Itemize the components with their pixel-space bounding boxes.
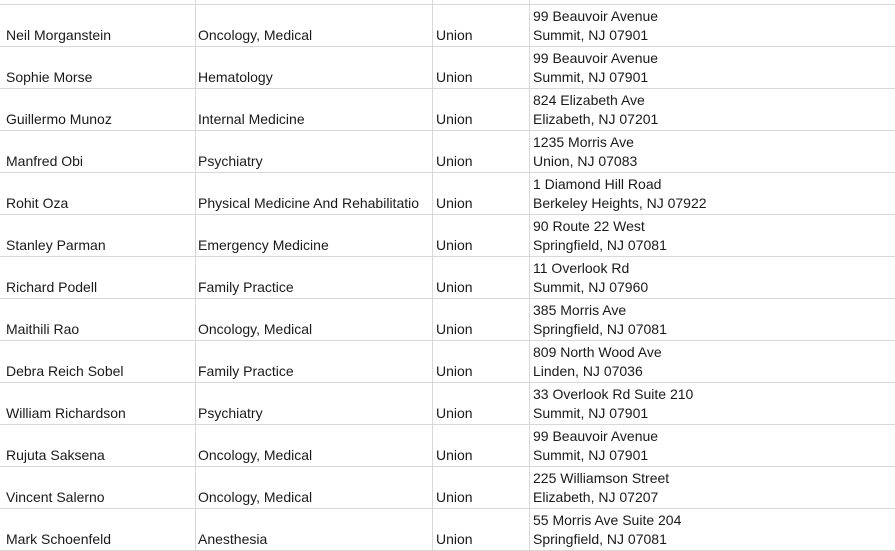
county-cell[interactable] [433,215,530,256]
address-line2: Summit, NJ 07901 [533,69,649,85]
address-line2: Springfield, NJ 07081 [533,531,667,547]
address-line1: 1235 Morris Ave [533,134,634,150]
specialty-cell[interactable] [196,173,433,214]
address-line2: Springfield, NJ 07081 [533,237,667,253]
specialty-cell[interactable] [196,383,433,424]
specialty: Oncology, Medical [198,321,313,337]
specialty: Family Practice [198,279,294,295]
name-cell[interactable] [0,215,196,256]
address-line2: Berkeley Heights, NJ 07922 [533,195,707,211]
address-cell[interactable] [530,341,895,382]
name-cell[interactable] [0,173,196,214]
name-cell[interactable] [0,341,196,382]
provider-name: William Richardson [6,405,126,421]
name-cell[interactable] [0,5,196,46]
name-cell[interactable] [0,509,196,550]
address-line1: 99 Beauvoir Avenue [533,50,659,66]
specialty: Family Practice [198,363,294,379]
address-cell[interactable] [530,467,895,508]
address-line1: 99 Beauvoir Avenue [533,8,659,24]
provider-name: Stanley Parman [6,237,106,253]
address-line1: 1 Diamond Hill Road [533,176,662,192]
county-cell[interactable] [433,173,530,214]
address-cell[interactable] [530,257,895,298]
provider-name: Manfred Obi [6,153,84,169]
table-row[interactable] [0,257,895,299]
address-line2: Summit, NJ 07901 [533,447,649,463]
county-cell[interactable] [433,257,530,298]
specialty-cell[interactable] [196,47,433,88]
name-cell[interactable] [0,0,196,4]
provider-name: Vincent Salerno [6,489,105,505]
address-cell[interactable] [530,131,895,172]
specialty: Internal Medicine [198,111,305,127]
specialty-cell[interactable] [196,0,433,4]
specialty-cell[interactable] [196,89,433,130]
table-row[interactable] [0,383,895,425]
provider-name: Mark Schoenfeld [6,531,112,547]
provider-name: Rohit Oza [6,195,69,211]
address-line1: 33 Overlook Rd Suite 210 [533,386,694,402]
provider-name: Rujuta Saksena [6,447,105,463]
county-cell[interactable] [433,383,530,424]
specialty: Anesthesia [198,531,268,547]
address-line2: Summit, NJ 07960 [533,279,649,295]
address-cell[interactable] [530,173,895,214]
address-cell[interactable] [530,5,895,46]
address-line1: 90 Route 22 West [533,218,645,234]
table-row[interactable] [0,341,895,383]
specialty: Oncology, Medical [198,447,313,463]
specialty-cell[interactable] [196,467,433,508]
county: Union [436,447,473,463]
name-cell[interactable] [0,425,196,466]
name-cell[interactable] [0,383,196,424]
table-row[interactable] [0,467,895,509]
address-line2: Summit, NJ 07901 [533,27,649,43]
address-cell[interactable] [530,509,895,550]
county-cell[interactable] [433,425,530,466]
specialty-cell[interactable] [196,299,433,340]
specialty-cell[interactable] [196,257,433,298]
county: Union [436,237,473,253]
specialty: Psychiatry [198,405,263,421]
address-line1: 809 North Wood Ave [533,344,662,360]
table-row[interactable] [0,509,895,551]
name-cell[interactable] [0,257,196,298]
county: Union [436,27,473,43]
specialty-cell[interactable] [196,5,433,46]
name-cell[interactable] [0,89,196,130]
specialty-cell[interactable] [196,131,433,172]
provider-name: Maithili Rao [6,321,80,337]
county: Union [436,111,473,127]
county-cell[interactable] [433,47,530,88]
table-row[interactable] [0,215,895,257]
county-cell[interactable] [433,89,530,130]
address-line2: Elizabeth, NJ 07201 [533,111,659,127]
address-line2: Elizabeth, NJ 07207 [533,489,659,505]
county-cell[interactable] [433,299,530,340]
provider-name: Guillermo Munoz [6,111,112,127]
table-row[interactable] [0,425,895,467]
provider-name: Richard Podell [6,279,98,295]
specialty-cell[interactable] [196,425,433,466]
address-cell[interactable] [530,0,895,4]
address-cell[interactable] [530,299,895,340]
table-row[interactable] [0,47,895,89]
provider-name: Neil Morganstein [6,27,112,43]
county: Union [436,153,473,169]
address-cell[interactable] [530,47,895,88]
county-cell[interactable] [433,509,530,550]
specialty: Psychiatry [198,153,263,169]
table-row[interactable] [0,89,895,131]
table-row[interactable] [0,5,895,47]
specialty-cell[interactable] [196,341,433,382]
table-row[interactable] [0,173,895,215]
address-line1: 385 Morris Ave [533,302,627,318]
county: Union [436,279,473,295]
county: Union [436,195,473,211]
provider-name: Debra Reich Sobel [6,363,124,379]
address-line1: 225 Williamson Street [533,470,670,486]
address-line1: 824 Elizabeth Ave [533,92,645,108]
county-cell[interactable] [433,0,530,4]
name-cell[interactable] [0,131,196,172]
address-cell[interactable] [530,383,895,424]
county: Union [436,69,473,85]
address-cell[interactable] [530,89,895,130]
county-cell[interactable] [433,131,530,172]
specialty-cell[interactable] [196,509,433,550]
specialty: Emergency Medicine [198,237,329,253]
county: Union [436,489,473,505]
county-cell[interactable] [433,467,530,508]
specialty: Hematology [198,69,273,85]
name-cell[interactable] [0,299,196,340]
county-cell[interactable] [433,341,530,382]
name-cell[interactable] [0,47,196,88]
address-cell[interactable] [530,215,895,256]
provider-name: Sophie Morse [6,69,93,85]
address-cell[interactable] [530,425,895,466]
county: Union [436,363,473,379]
name-cell[interactable] [0,467,196,508]
address-line2: Union, NJ 07083 [533,153,638,169]
table-row[interactable] [0,299,895,341]
specialty: Oncology, Medical [198,489,313,505]
county: Union [436,405,473,421]
table-row[interactable] [0,131,895,173]
county: Union [436,531,473,547]
address-line1: 11 Overlook Rd [533,260,630,276]
address-line1: 99 Beauvoir Avenue [533,428,659,444]
address-line1: 55 Morris Ave Suite 204 [533,512,682,528]
county: Union [436,321,473,337]
specialty: Oncology, Medical [198,27,313,43]
address-line2: Springfield, NJ 07081 [533,321,667,337]
county-cell[interactable] [433,5,530,46]
address-line2: Linden, NJ 07036 [533,363,643,379]
specialty: Physical Medicine And Rehabilitatio [198,195,420,211]
address-line2: Summit, NJ 07901 [533,405,649,421]
specialty-cell[interactable] [196,215,433,256]
